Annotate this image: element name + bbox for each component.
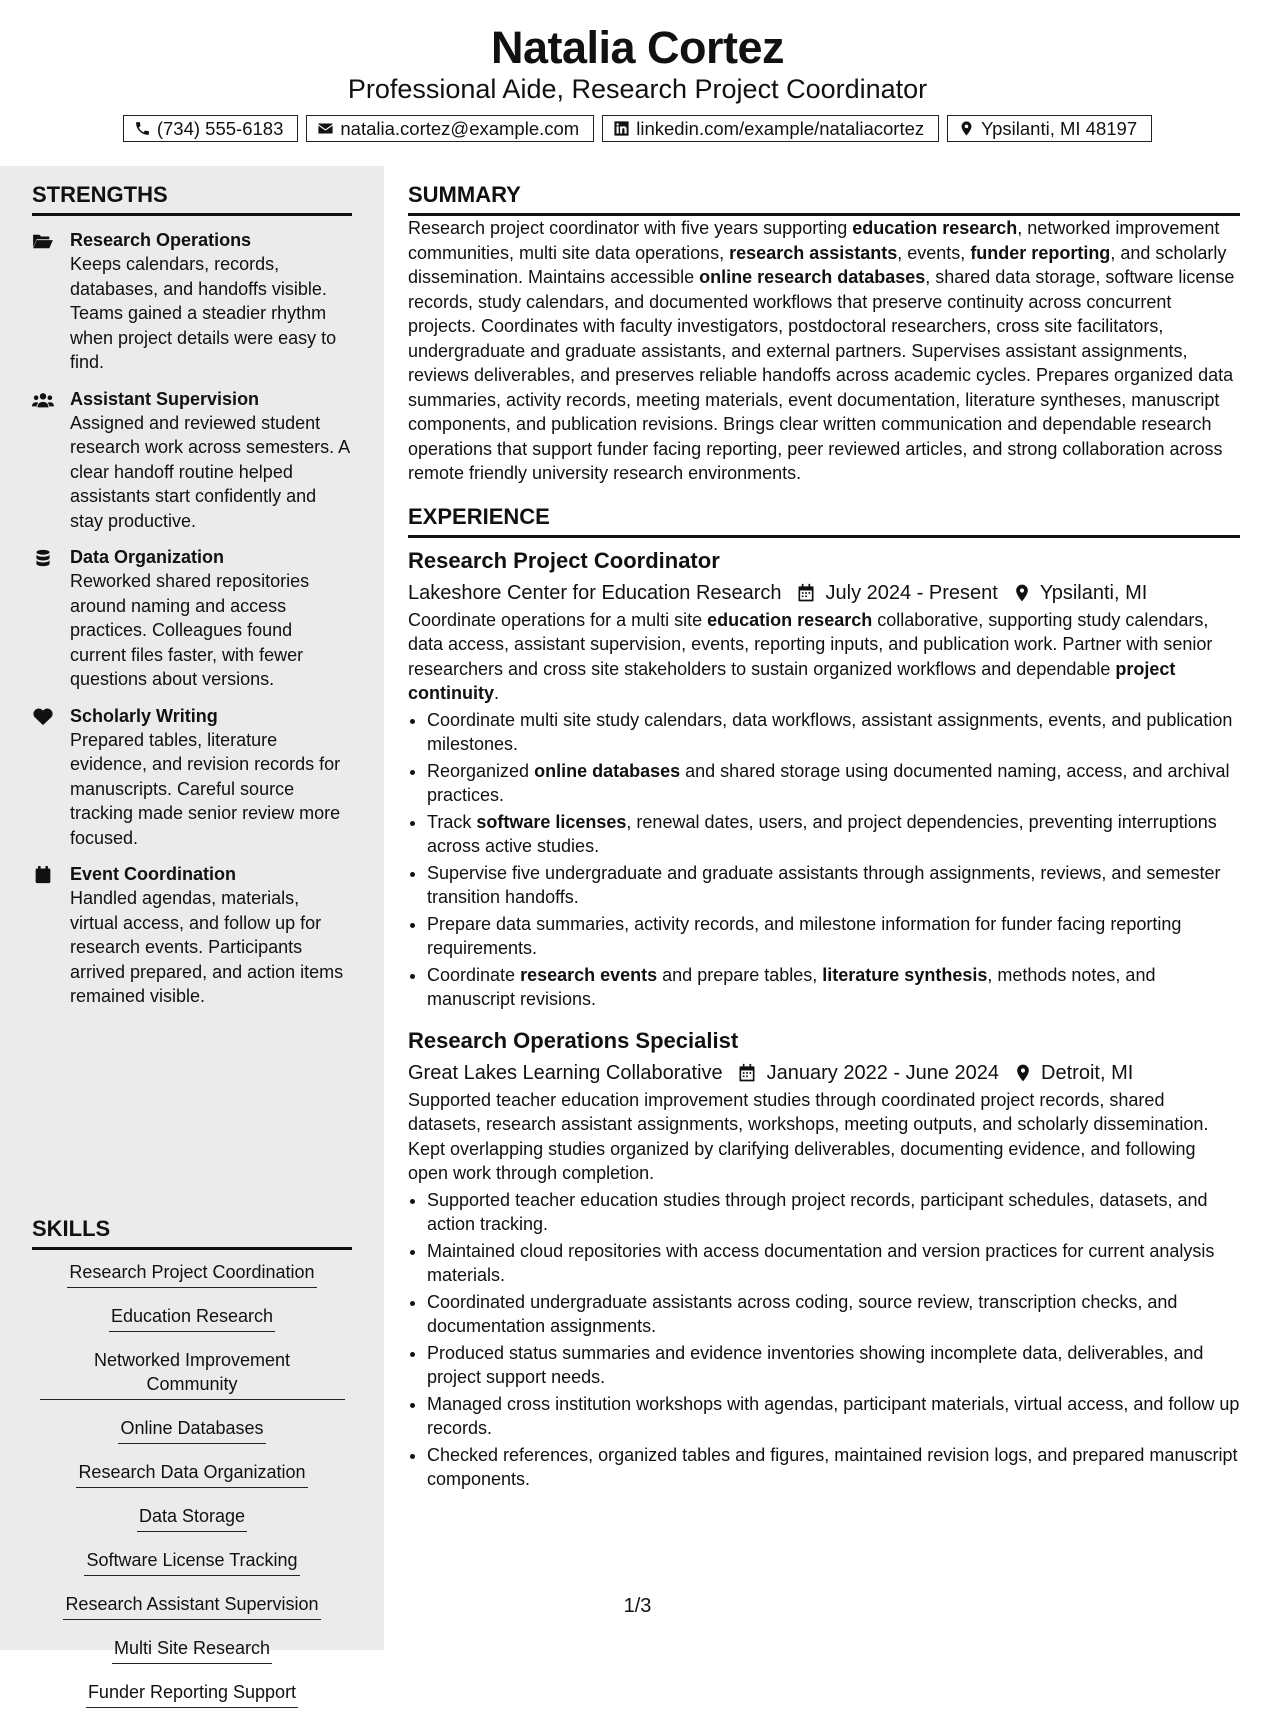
job-dates: July 2024 - Present (825, 581, 998, 604)
skill-tag: Education Research (109, 1304, 275, 1332)
job-meta (408, 578, 1240, 608)
strengths-section (32, 182, 352, 1009)
summary-text: Research project coordinator with five years supporting education research, networked improvement communities, multi site data operations, research assistants, events, funder reporting, and scholarly dissemination. Maintains accessible online research databases, shared data storage, software license records, study calendars, and documented workflows that preserve continuity across concurrent projects. Coordinates with faculty investigators, postdoctoral researchers, cross site facilitators, undergraduate and graduate assistants, and external partners. Supervises assistant assignments, reviews deliverables, and preserves reliable handoffs across academic cycles. Prepares organized data summaries, activity records, meeting materials, event documentation, literature syntheses, manuscript components, and publication revisions. Brings clear written communication and dependable research operations that support funder facing reporting, peer reviewed articles, and strong collaboration across remote friendly university research environments. (408, 218, 1235, 483)
skill-tag: Multi Site Research (112, 1636, 272, 1664)
job-bullet: • Coordinate research events and prepare tables, literature synthesis, methods notes, and manuscript revisions. (427, 963, 1240, 1012)
strength-item (32, 704, 352, 851)
skills-heading: SKILLS (32, 1216, 352, 1250)
skill-tag: Online Databases (118, 1416, 265, 1444)
job-meta (408, 1058, 1240, 1088)
job-org: Lakeshore Center for Education Research (408, 581, 782, 604)
strength-item (32, 228, 352, 375)
job-location: Ypsilanti, MI (1039, 581, 1148, 604)
phone-icon (134, 120, 151, 137)
skill-tag: Funder Reporting Support (86, 1680, 298, 1708)
job-bullet: • Prepare data summaries, activity records, and milestone information for funder facing reporting requirements. (427, 912, 1240, 961)
summary-section (408, 182, 1240, 486)
job-dates: January 2022 - June 2024 (766, 1061, 1000, 1084)
experience-heading: EXPERIENCE (408, 504, 1240, 538)
strength-item (32, 387, 352, 534)
strength-title: Data Organization (70, 547, 225, 567)
email-chip[interactable] (306, 115, 594, 142)
strength-title: Assistant Supervision (70, 388, 260, 409)
strength-text: Prepared tables, literature evidence, and revision records for manuscripts. Careful source tracking made senior review more focused. (70, 729, 341, 848)
resume-header (0, 0, 1275, 142)
strength-text: Reworked shared repositories around naming and access practices. Colleagues found current files faster, with fewer questions about versions. (70, 571, 310, 689)
strength-text: Assigned and reviewed student research work across semesters. A clear handoff routine helped assistants start confidently and stay productive. (70, 412, 350, 531)
job-bullet: • Maintained cloud repositories with access documentation and version practices for current analysis materials. (427, 1239, 1240, 1288)
strength-text: Keeps calendars, records, databases, and handoffs visible. Teams gained a steadier rhythm when project details were easy to find. (70, 254, 337, 372)
skill-tag: Networked Improvement Community (40, 1348, 345, 1400)
email-text: natalia.cortez@example.com (340, 117, 580, 139)
linkedin-chip[interactable] (602, 115, 939, 142)
contact-bar (0, 115, 1275, 142)
summary-heading: SUMMARY (408, 182, 1240, 216)
experience-section (408, 504, 1240, 1492)
job-bullet: • Managed cross institution workshops with agendas, participant materials, virtual access, and follow up records. (427, 1392, 1240, 1441)
folder-open-icon (32, 232, 54, 250)
candidate-name: Natalia Cortez (490, 22, 785, 73)
linkedin-icon (613, 120, 630, 137)
job-entry (408, 546, 1240, 1012)
calendar-icon (737, 1063, 757, 1083)
envelope-icon (317, 120, 334, 137)
candidate-title: Professional Aide, Research Project Coordinator (347, 74, 928, 104)
skill-tag: Data Storage (137, 1504, 247, 1532)
location-chip[interactable] (947, 115, 1152, 142)
map-pin-icon (1012, 583, 1032, 603)
job-bullet: • Coordinated undergraduate assistants across coding, source review, transcription checks, and documentation assignments. (427, 1290, 1240, 1339)
job-title: Research Operations Specialist (408, 1027, 739, 1053)
skills-list (32, 1260, 352, 1724)
calendar-icon (796, 583, 816, 603)
skills-section (32, 1216, 352, 1724)
job-bullet: • Coordinate multi site study calendars, data workflows, assistant assignments, events, and publication milestones. (427, 708, 1240, 757)
linkedin-text: linkedin.com/example/nataliacortez (636, 117, 925, 139)
strength-text: Handled agendas, materials, virtual access, and follow up for research events. Participants arrived prepared, and action items remained visible. (70, 888, 344, 1006)
sidebar (0, 166, 384, 1702)
strengths-heading: STRENGTHS (32, 182, 352, 216)
job-description: Supported teacher education improvement studies through coordinated project records, shared datasets, research assistant assignments, workshops, meeting outputs, and scholarly dissemination. Kept overlapping studies organized by clarifying deliverables, documenting evidence, and following open work through completion. (408, 1089, 1209, 1183)
phone-chip[interactable] (123, 115, 299, 142)
map-pin-icon (958, 120, 975, 137)
location-text: Ypsilanti, MI 48197 (981, 117, 1138, 139)
strength-title: Research Operations (70, 230, 252, 250)
job-entry (408, 1026, 1240, 1492)
skill-tag: Research Data Organization (76, 1460, 307, 1488)
calendar-icon (32, 866, 54, 884)
skill-tag: Software License Tracking (84, 1548, 299, 1576)
main-column (408, 182, 1240, 1494)
heart-icon (32, 708, 54, 726)
database-icon (32, 549, 54, 567)
page-number: 1/3 (623, 1595, 652, 1617)
users-icon (32, 391, 54, 409)
phone-text: (734) 555-6183 (156, 117, 284, 139)
job-bullet: • Reorganized online databases and shared storage using documented naming, access, and archival practices. (427, 759, 1240, 808)
job-location: Detroit, MI (1041, 1061, 1134, 1084)
job-description: Coordinate operations for a multi site education research collaborative, supporting study calendars, data access, assistant supervision, events, reporting inputs, and publication work. Partner with senior researchers and cross site stakeholders to sustain organized workflows and dependable project continuity. (408, 609, 1213, 703)
strength-item (32, 862, 352, 1009)
map-pin-icon (1013, 1063, 1033, 1083)
job-bullet: • Produced status summaries and evidence inventories showing incomplete data, deliverables, and project support needs. (427, 1341, 1240, 1390)
strength-title: Event Coordination (70, 864, 236, 884)
skill-tag: Research Assistant Supervision (63, 1592, 320, 1620)
job-bullet: • Supported teacher education studies through project records, participant schedules, datasets, and action tracking. (427, 1188, 1240, 1237)
strength-title: Scholarly Writing (70, 705, 218, 726)
job-bullet: • Track software licenses, renewal dates, users, and project dependencies, preventing interruptions across active studies. (427, 810, 1240, 859)
job-bullet: • Supervise five undergraduate and graduate assistants through assignments, reviews, and semester transition handoffs. (427, 861, 1240, 910)
job-title: Research Project Coordinator (408, 547, 720, 573)
skill-tag: Research Project Coordination (67, 1260, 316, 1288)
job-org: Great Lakes Learning Collaborative (408, 1061, 723, 1084)
job-bullets (408, 1188, 1240, 1492)
job-bullets (408, 708, 1240, 1012)
job-bullet: • Checked references, organized tables and figures, maintained revision logs, and prepared manuscript components. (427, 1443, 1240, 1492)
strength-item (32, 545, 352, 692)
